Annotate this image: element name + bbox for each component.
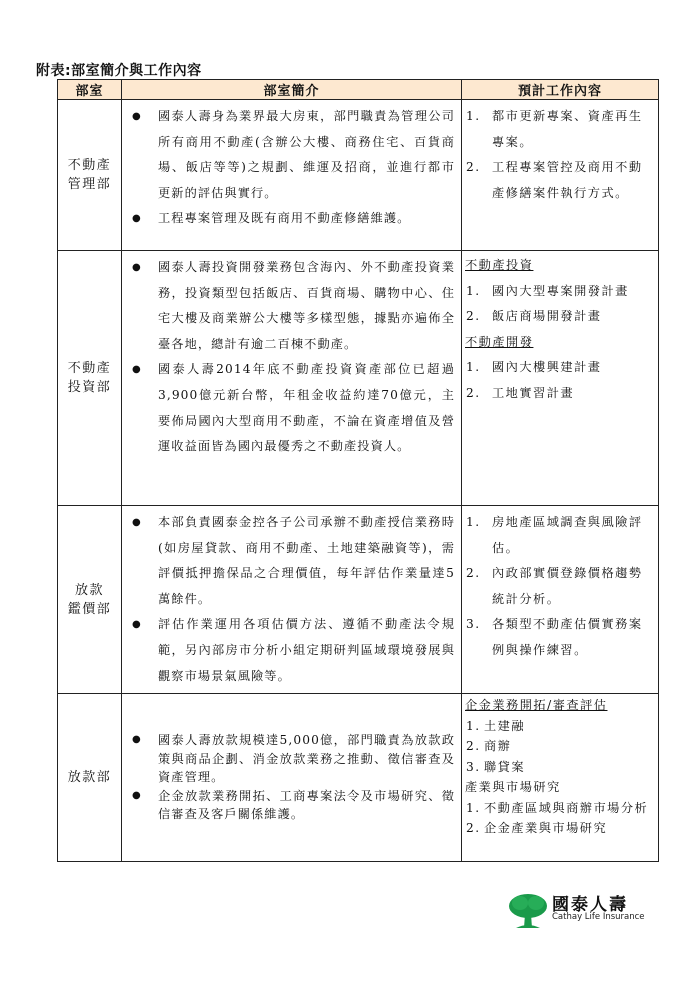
table-row: [58, 506, 659, 694]
work-content: [462, 100, 659, 251]
work-group-heading: 產業與市場研究: [465, 780, 561, 795]
list-item: ● 國泰人壽放款規模達5,000億，部門職責為放款政策與商品企劃、消金放款業務之推動、徵信審查及資產管理。: [132, 733, 455, 785]
work-group-heading: 企金業務開拓/審查評估: [465, 698, 608, 713]
list-item: 2. 飯店商場開發計畫: [466, 309, 602, 324]
list-item: ● 本部負責國泰金控各子公司承辦不動產授信業務時(如房屋貸款、商用不動產、土地建築融資等)，需評價抵押擔保品之合理價值，每年評估作業量達5萬餘件。: [122, 510, 455, 612]
department-intro: [122, 100, 462, 251]
bullet-icon: ●: [132, 734, 142, 746]
list-item: 2. 工程專案管控及商用不動產修繕案件執行方式。: [466, 160, 643, 200]
bullet-icon: ●: [132, 619, 142, 631]
department-name: 放款部: [58, 694, 122, 862]
company-logo: [508, 890, 658, 930]
logo-subtitle: Cathay Life Insurance: [552, 912, 645, 922]
table-row: [58, 100, 659, 251]
header-work-content: 預計工作內容: [462, 80, 659, 100]
header-introduction: 部室簡介: [122, 80, 462, 100]
department-name: 不動產 管理部: [58, 100, 122, 251]
list-item: 1. 國內大型專案開發計畫: [466, 283, 629, 298]
list-item: 3. 各類型不動產估價實務案例與操作練習。: [466, 617, 643, 657]
list-item: 2. 企金產業與市場研究: [466, 821, 608, 836]
table-header-row: [58, 80, 659, 100]
department-name: 不動產 投資部: [58, 251, 122, 506]
tree-icon: [508, 892, 548, 930]
bullet-icon: ●: [132, 262, 142, 273]
bullet-icon: ●: [132, 789, 142, 801]
bullet-icon: ●: [132, 517, 142, 528]
list-item: 1. 都市更新專案、資產再生專案。: [466, 109, 643, 149]
list-item: 2. 內政部實價登錄價格趨勢統計分析。: [466, 566, 643, 606]
department-name: 放款 鑑價部: [58, 506, 122, 694]
list-item: 1. 國內大樓興建計畫: [466, 360, 602, 375]
list-item: 3. 聯貸案: [466, 759, 526, 774]
list-item: 2. 工地實習計畫: [466, 385, 575, 400]
list-item: ● 企金放款業務開拓、工商專案法令及市場研究、徵信審查及客戶關係維護。: [132, 788, 455, 822]
list-item: ● 工程專案管理及既有商用不動產修繕維護。: [122, 206, 455, 232]
list-item: 2. 商辦: [466, 739, 512, 754]
bullet-icon: ●: [132, 213, 142, 225]
page-title: 附表:部室簡介與工作內容: [36, 63, 202, 79]
table-row: [58, 251, 659, 506]
list-item: 1. 土建融: [466, 718, 526, 733]
work-content: [462, 251, 659, 506]
logo-name: 國泰人壽: [552, 895, 628, 915]
table-row: [58, 694, 659, 862]
work-content: [462, 506, 659, 694]
department-intro: [122, 506, 462, 694]
department-intro: [122, 694, 462, 862]
department-table: [57, 79, 659, 862]
list-item: ● 國泰人壽身為業界最大房東，部門職責為管理公司所有商用不動產(含辦公大樓、商務住宅、百貨商場、飯店等等)之規劃、維運及招商，並進行都市更新的評估與實行。: [122, 104, 455, 206]
list-item: ● 國泰人壽投資開發業務包含海內、外不動產投資業務，投資類型包括飯店、百貨商場、購物中心、住宅大樓及商業辦公大樓等多樣型態，據點亦遍佈全臺各地，總計有逾二百棟不動產。: [122, 255, 455, 357]
bullet-icon: ●: [132, 111, 142, 122]
list-item: 1. 不動產區域與商辦市場分析: [466, 800, 649, 815]
list-item: 1. 房地產區域調查與風險評估。: [466, 515, 643, 555]
department-intro: [122, 251, 462, 506]
work-group-heading: 不動產開發: [465, 334, 534, 349]
work-group-heading: 不動產投資: [465, 258, 534, 272]
list-item: ● 國泰人壽2014年底不動產投資資產部位已超過3,900億元新台幣，年租金收益約達70億元，主要佈局國內大型商用不動產，不論在資產增值及營運收益面皆為國內最優秀之不動產投資人。: [122, 357, 455, 459]
bullet-icon: ●: [132, 364, 142, 376]
work-content: [462, 694, 659, 862]
list-item: ● 評估作業運用各項估價方法、遵循不動產法令規範，另內部房市分析小組定期研判區域環境發展與觀察市場景氣風險等。: [122, 612, 455, 689]
header-department: 部室: [58, 80, 122, 100]
